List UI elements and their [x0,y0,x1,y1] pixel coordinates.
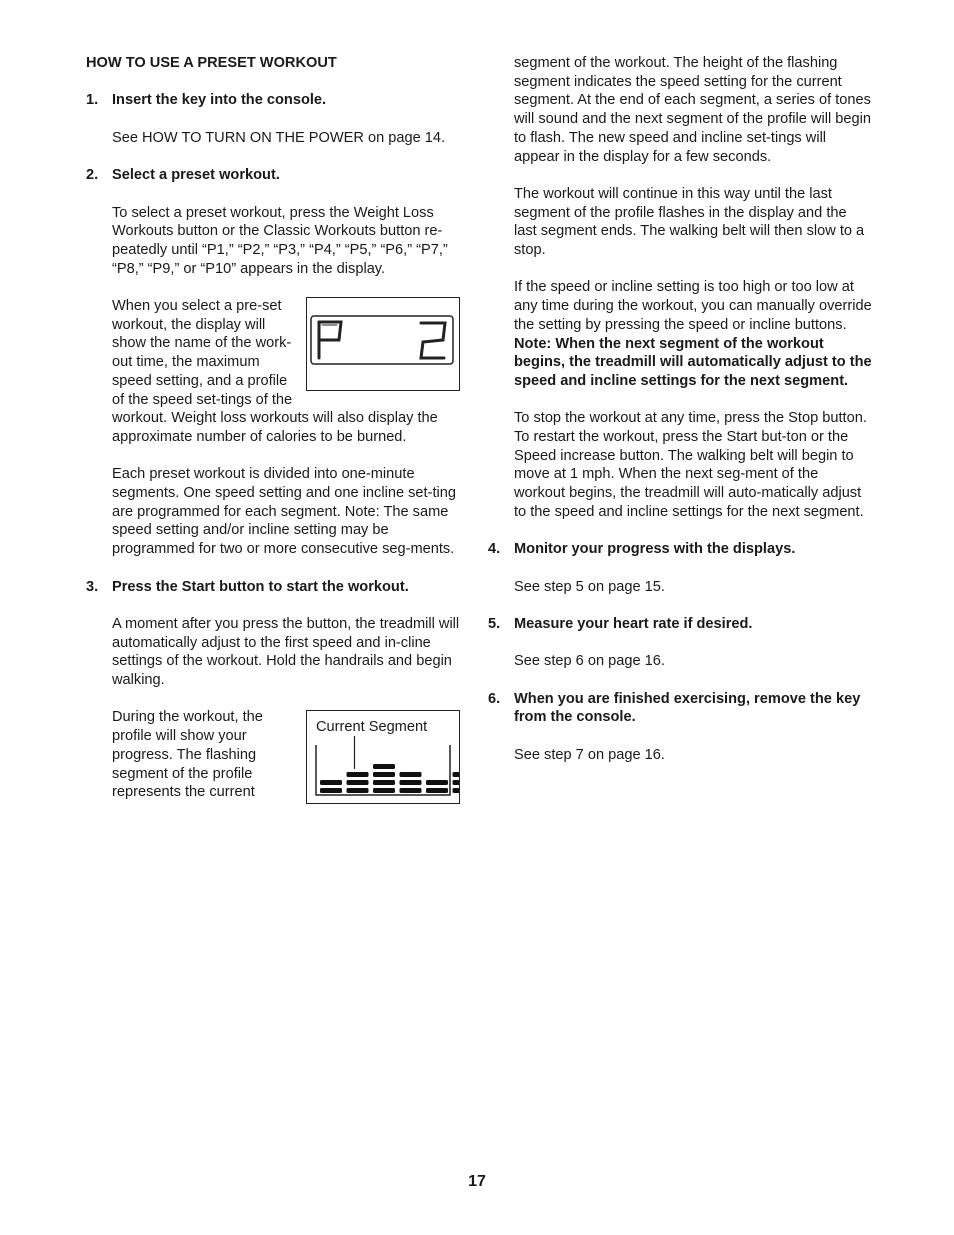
display-char-p [319,322,341,358]
step-1-title [86,91,472,110]
section-heading: HOW TO USE A PRESET WORKOUT [86,55,337,71]
step-number: 6. [488,690,501,707]
display-char-2 [421,323,445,358]
profile-bar-segment [400,780,422,785]
step-3-title [86,578,472,597]
step-title: When you are finished exercising, remove the key from the console. [514,690,861,726]
step-3-paragraph-1: A moment after you press the button, the treadmill will automatically adjust to the first speed and in-cline settings of the workout. Hold the handrails and begin walking. [112,615,460,689]
left-column [86,54,472,804]
step-4-title [488,540,872,559]
step-number: 4. [488,541,501,558]
step-2-paragraph-3: Each preset workout is divided into one-minute segments. One speed setting and one incline set-ting are programmed for each segment. Note: The same speed setting and/or incline setting may be programmed for two or more consecutive seg-ments. [112,466,456,558]
profile-bar-segment [453,788,460,793]
display-figure [306,297,460,391]
override-note: Note: When the next segment of the workout begins, the treadmill will automatically adjust to the speed and incline settings for the next segment. [514,335,872,389]
profile-bar-segment [373,780,395,785]
step-6-body: See step 7 on page 16. [514,746,665,763]
profile-bar-segment [347,788,369,793]
step-3-paragraph-4: The workout will continue in this way until the last segment of the profile flashes in the display and the last segment ends. The walking belt will then slow to a stop. [514,185,865,259]
profile-bar-segment [400,788,422,793]
step-1-body: See HOW TO TURN ON THE POWER on page 14. [112,129,446,146]
step-4-body: See step 5 on page 15. [514,578,665,595]
step-5-body: See step 6 on page 16. [514,653,665,670]
profile-figure [306,710,460,804]
profile-bar-segment [426,780,448,785]
profile-display [307,711,459,803]
profile-bar-segment [373,772,395,777]
seven-segment-display [307,298,459,390]
step-6-title [488,690,872,727]
profile-bar-segment [373,788,395,793]
page-number: 17 [468,1173,486,1190]
step-title: Monitor your progress with the displays. [514,541,796,558]
profile-frame [316,745,450,795]
step-5-title [488,615,872,634]
step-3-paragraph-5 [488,278,872,390]
step-title: Select a preset workout. [112,167,280,184]
step-title: Measure your heart rate if desired. [514,616,753,632]
step-3-paragraph-3: segment of the workout. The height of the flashing segment indicates the speed setting for the current segment. At the end of each segment, a series of tones will sound and the next segment of the profile will begin to flash. The new speed and incline set-tings will appear in the display for a few seconds. [514,55,871,165]
step-3-paragraph-2: During the workout, the profile will show your progress. The flashing segment of the profile represents the current [112,709,263,801]
step-2-title [86,166,472,185]
current-segment-label: Current Segment [316,719,428,736]
step-title: Press the Start button to start the workout. [112,578,409,595]
right-column [488,54,872,765]
profile-bar-segment [453,772,460,777]
step-2-paragraph-1: To select a preset workout, press the Weight Loss Workouts button or the Classic Workouts button re-peatedly until “P1,” “P2,” “P3,” “P4,” “P5,” “P6,” “P7,” “P8,” “P9,” or “P10” appears in the display. [112,204,448,277]
step-number: 5. [488,616,501,632]
step-number: 2. [86,167,99,184]
profile-bar-segment [453,780,460,785]
profile-bar-segment [320,780,342,785]
profile-bar-segment [373,764,395,769]
profile-bar-segment [400,772,422,777]
profile-bar-segment [426,788,448,793]
profile-bar-segment [347,772,369,777]
step-2-paragraph-2-wrap [86,297,472,447]
profile-bar-segment [347,780,369,785]
step-number: 3. [86,578,99,595]
step-2-paragraph-2: When you select a pre-set workout, the display will show the name of the work-out time, the maximum speed setting, and a profile of the speed set-tings of the workout. Weight loss workouts will also display the approximate number of calories to be burned. [112,298,438,445]
step-title: Insert the key into the console. [112,92,327,109]
step-3-paragraph-6: To stop the workout at any time, press the Stop button. To restart the workout, press the Start but-ton or the Speed increase button. The walking belt will begin to move at 1 mph. When the next seg-ment of the workout begins, the treadmill will auto-matically adjust to the speed and incline settings for the next segment. [514,410,867,520]
step-3-paragraph-2-wrap [86,708,472,802]
step-number: 1. [86,92,99,109]
profile-bar-segment [320,788,342,793]
override-text: If the speed or incline setting is too high or too low at any time during the workout, you can manually override the setting by pressing the speed or incline buttons. [514,279,872,333]
